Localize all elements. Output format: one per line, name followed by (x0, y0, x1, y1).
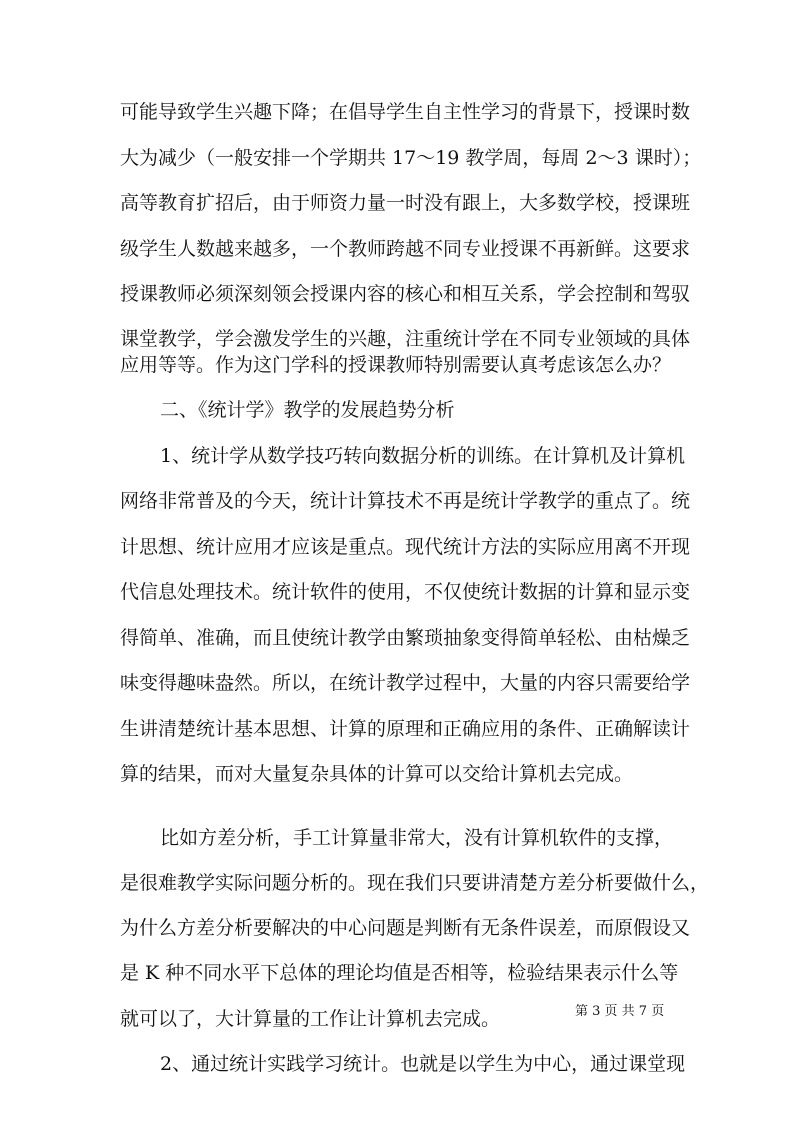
body-text-line: 课堂教学，学会激发学生的兴趣，注重统计学在不同专业领域的具体 (120, 328, 691, 350)
body-text-line: 大为减少（一般安排一个学期共 17～19 教学周，每周 2～3 课时）； (120, 147, 702, 169)
page-number-footer: 第 3 页 共 7 页 (575, 1004, 665, 1019)
section-heading: 二、《统计学》教学的发展趋势分析 (160, 399, 455, 421)
body-text-line: 授课教师必须深刻领会授课内容的核心和相互关系，学会控制和驾驭 (120, 283, 691, 305)
body-text-line: 味变得趣味盎然。所以，在统计教学过程中，大量的内容只需要给学 (120, 672, 691, 694)
body-text-line: 网络非常普及的今天，统计计算技术不再是统计学教学的重点了。统 (120, 490, 691, 512)
body-text-line: 级学生人数越来越多，一个教师跨越不同专业授课不再新鲜。这要求 (120, 238, 691, 260)
body-text-line: 得简单、准确，而且使统计教学由繁琐抽象变得简单轻松、由枯燥乏 (120, 627, 691, 649)
body-text-line: 高等教育扩招后，由于师资力量一时没有跟上，大多数学校，授课班 (120, 192, 691, 214)
body-text-line: 代信息处理技术。统计软件的使用，不仅使统计数据的计算和显示变 (120, 581, 691, 603)
body-text-line: 1、统计学从数学技巧转向数据分析的训练。在计算机及计算机 (160, 445, 686, 467)
body-text-line: 计思想、统计应用才应该是重点。现代统计方法的实际应用离不开现 (120, 536, 691, 558)
body-text-line: 是很难教学实际问题分析的。现在我们只要讲清楚方差分析要做什么， (120, 872, 710, 894)
body-text-line: 是 K 种不同水平下总体的理论均值是否相等，检验结果表示什么等 (120, 962, 679, 984)
body-text-line: 2、通过统计实践学习统计。也就是以学生为中心，通过课堂现 (160, 1053, 686, 1075)
body-text-line: 比如方差分析，手工计算量非常大，没有计算机软件的支撑， (160, 827, 674, 849)
body-text-line: 算的结果，而对大量复杂具体的计算可以交给计算机去完成。 (120, 763, 634, 785)
body-text-line: 应用等等。作为这门学科的授课教师特别需要认真考虑该怎么办？ (120, 354, 672, 376)
body-text-line: 可能导致学生兴趣下降；在倡导学生自主性学习的背景下，授课时数 (120, 101, 691, 123)
body-text-line: 生讲清楚统计基本思想、计算的原理和正确应用的条件、正确解读计 (120, 718, 691, 740)
body-text-line: 为什么方差分析要解决的中心问题是判断有无条件误差，而原假设又 (120, 917, 691, 939)
body-text-line: 就可以了，大计算量的工作让计算机去完成。 (120, 1008, 501, 1030)
